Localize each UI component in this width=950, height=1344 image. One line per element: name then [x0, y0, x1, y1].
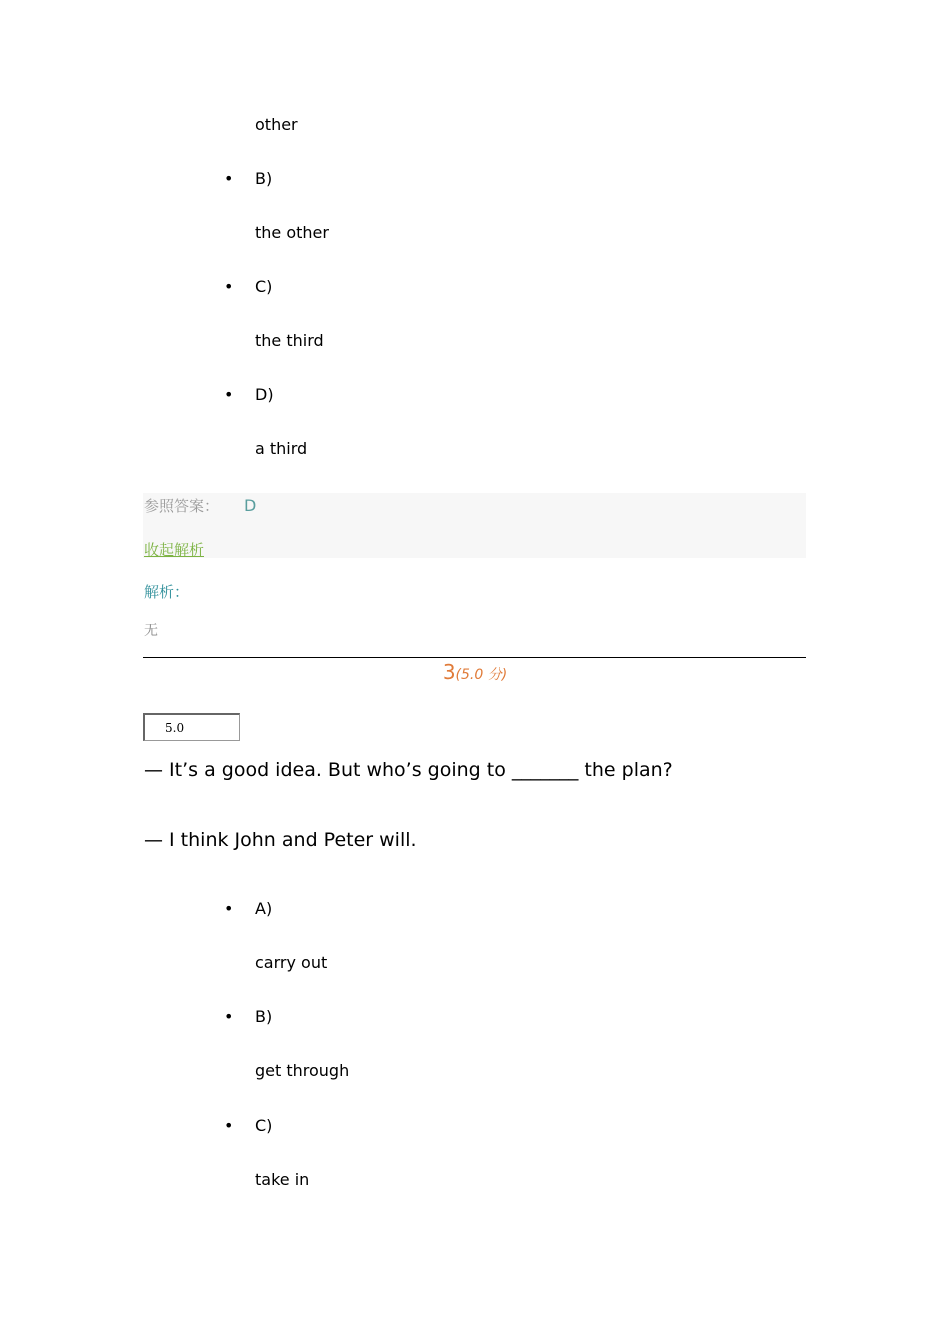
option-b-text: the other — [255, 223, 329, 242]
bullet: • — [224, 1116, 234, 1135]
option-c-text: the third — [255, 331, 324, 350]
analysis-text: 无 — [144, 623, 158, 639]
question-line-1: — It’s a good idea. But who’s going to _______ the plan? — [144, 759, 673, 781]
reference-answer-label: 参照答案： — [144, 497, 220, 515]
bullet: • — [224, 385, 234, 404]
collapse-analysis-link[interactable]: 收起解析 — [144, 541, 205, 559]
question-number: 3 — [442, 660, 456, 684]
question-header — [0, 660, 950, 684]
option-b-text: get through — [255, 1061, 350, 1080]
reference-answer-value: D — [244, 496, 257, 515]
option-d-label[interactable]: D) — [255, 385, 274, 404]
question-score: (5.0 分) — [455, 667, 508, 683]
bullet: • — [224, 277, 234, 296]
option-a-text: other — [255, 115, 298, 134]
question-line-2: — I think John and Peter will. — [144, 829, 417, 851]
option-a-text: carry out — [255, 953, 328, 972]
option-c-text: take in — [255, 1170, 310, 1189]
score-input[interactable] — [143, 713, 240, 741]
option-d-text: a third — [255, 439, 308, 458]
analysis-label: 解析： — [144, 583, 190, 601]
bullet: • — [224, 169, 234, 188]
option-b-label[interactable]: B) — [255, 1007, 273, 1026]
bullet: • — [224, 899, 234, 918]
option-a-label[interactable]: A) — [255, 899, 273, 918]
bullet: • — [224, 1007, 234, 1026]
option-c-label[interactable]: C) — [255, 277, 273, 296]
option-c-label[interactable]: C) — [255, 1116, 273, 1135]
question-divider — [143, 657, 806, 658]
reference-answer-panel — [143, 493, 806, 558]
option-b-label[interactable]: B) — [255, 169, 273, 188]
